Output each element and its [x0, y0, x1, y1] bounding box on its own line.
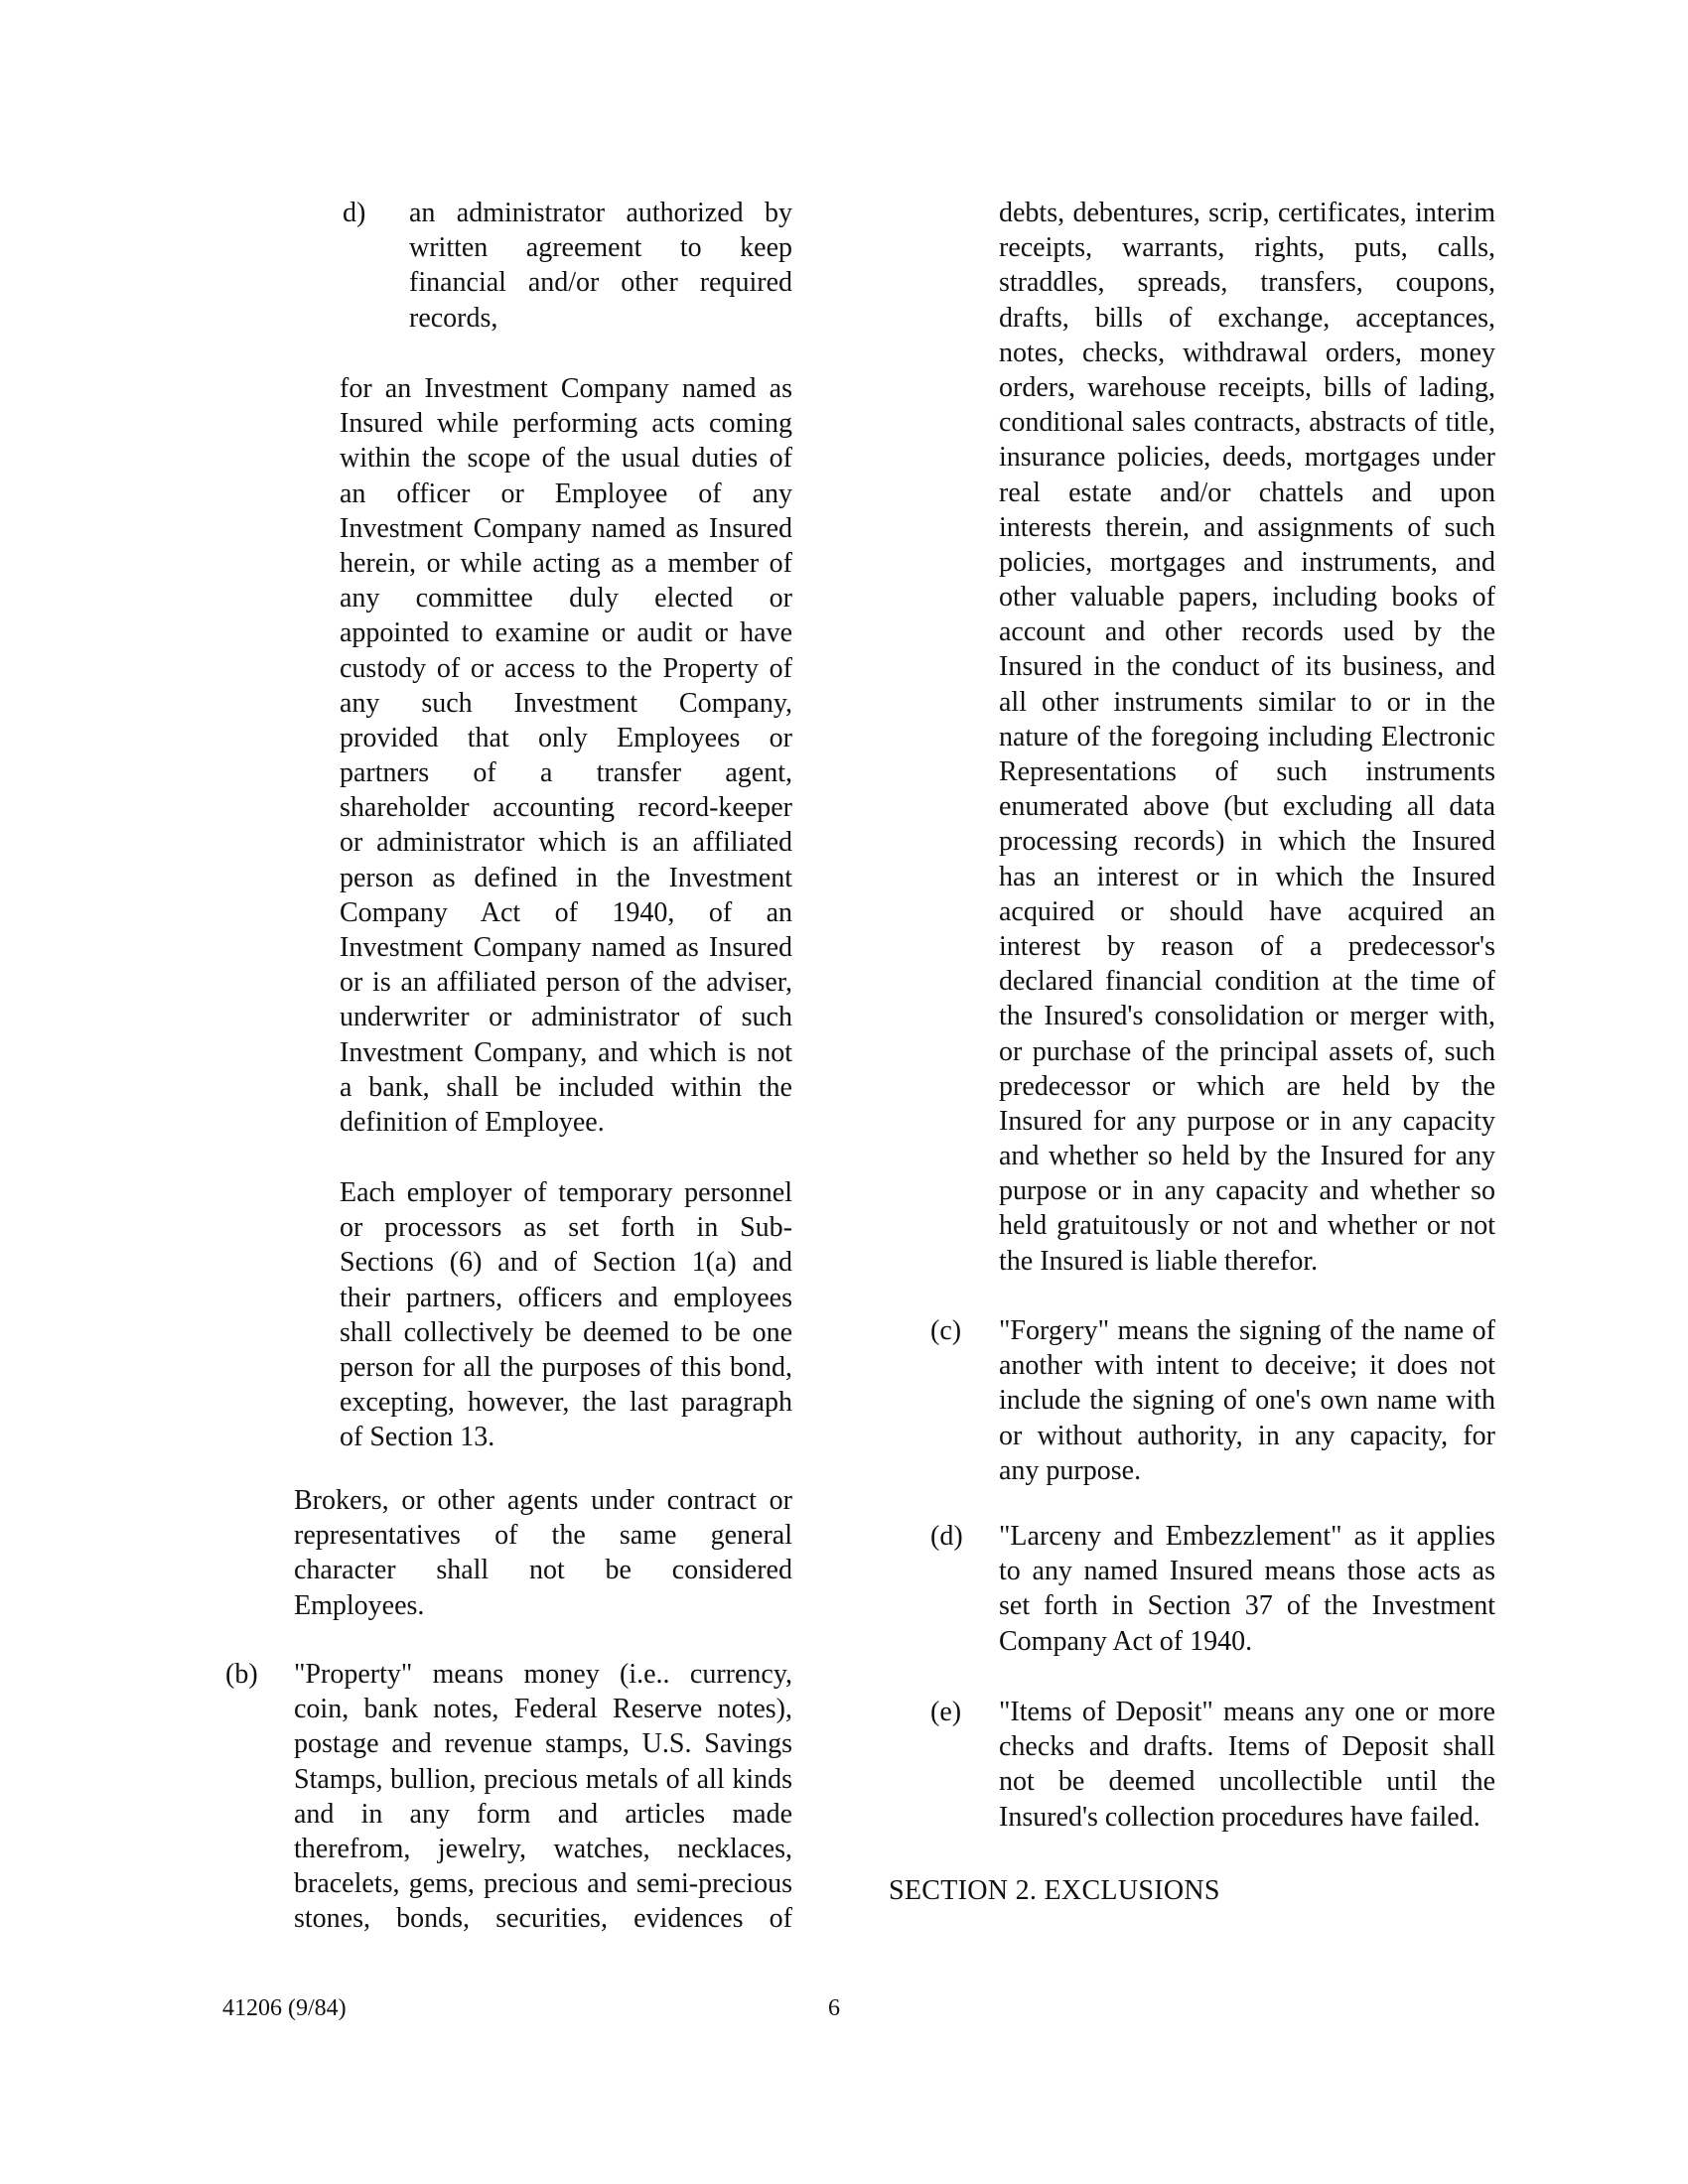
text-line: appointed to examine or audit or have: [340, 617, 792, 649]
text-line: Insured while performing acts coming: [340, 408, 792, 440]
paragraph-brokers: [294, 1483, 792, 1623]
text-line: an administrator authorized by: [409, 198, 792, 228]
text-line: Company Act of 1940, of an: [340, 896, 792, 928]
text-line: financial and/or other required: [409, 267, 792, 299]
text-line: Investment Company, and which is not: [340, 1036, 792, 1068]
text-line: "Items of Deposit" means any one or more: [999, 1697, 1495, 1727]
text-line: coin, bank notes, Federal Reserve notes),: [294, 1694, 792, 1725]
text-line: postage and revenue stamps, U.S. Savings: [294, 1728, 792, 1760]
text-line: debts, debentures, scrip, certificates, interim: [999, 198, 1495, 228]
item-b-property-definition: [294, 1657, 792, 1937]
text-line: Investment Company named as Insured: [340, 512, 792, 544]
item-e-items-of-deposit-definition: [999, 1695, 1495, 1835]
text-line: any purpose.: [999, 1454, 1142, 1486]
paragraph-property-continued: [999, 196, 1495, 1279]
text-line: notes, checks, withdrawal orders, money: [999, 337, 1495, 368]
text-line: or is an affiliated person of the adviser,: [340, 967, 792, 999]
item-d-larceny-definition: [999, 1519, 1495, 1659]
text-line: other valuable papers, including books of: [999, 582, 1495, 614]
text-line: their partners, officers and employees: [340, 1282, 792, 1313]
text-line: receipts, warrants, rights, puts, calls,: [999, 232, 1495, 264]
page-number: 6: [828, 1995, 840, 2021]
item-e-label: (e): [930, 1697, 962, 1727]
text-line: Employees.: [294, 1589, 425, 1621]
text-line: account and other records used by the: [999, 616, 1495, 648]
text-line: insurance policies, deeds, mortgages under: [999, 442, 1495, 474]
text-line: to any named Insured means those acts as: [999, 1556, 1495, 1587]
text-line: drafts, bills of exchange, acceptances,: [999, 302, 1495, 334]
text-line: Sections (6) and of Section 1(a) and: [340, 1247, 792, 1279]
text-line: shall collectively be deemed to be one: [340, 1316, 792, 1348]
text-line: orders, warehouse receipts, bills of lading,: [999, 371, 1495, 403]
text-line: person as defined in the Investment: [340, 862, 792, 893]
text-line: or without authority, in any capacity, for: [999, 1420, 1495, 1451]
text-line: has an interest or in which the Insured: [999, 861, 1495, 892]
paragraph-temporary-personnel: [340, 1175, 792, 1455]
text-line: definition of Employee.: [340, 1106, 605, 1138]
text-line: person for all the purposes of this bond,: [340, 1351, 792, 1383]
text-line: herein, or while acting as a member of: [340, 547, 792, 579]
text-line: Investment Company named as Insured: [340, 932, 792, 963]
text-line: Stamps, bullion, precious metals of all kinds: [294, 1763, 792, 1795]
text-line: partners of a transfer agent,: [340, 757, 792, 789]
text-line: declared financial condition at the time of: [999, 966, 1495, 998]
text-line: the Insured is liable therefor.: [999, 1245, 1319, 1277]
text-line: stones, bonds, securities, evidences of: [294, 1903, 792, 1935]
text-line: Company Act of 1940.: [999, 1625, 1253, 1657]
text-line: Representations of such instruments: [999, 756, 1495, 787]
text-line: interest by reason of a predecessor's: [999, 930, 1495, 962]
item-c-forgery-definition: [999, 1313, 1495, 1488]
text-line: "Forgery" means the signing of the name of: [999, 1315, 1495, 1346]
form-code: 41206 (9/84): [222, 1995, 347, 2021]
text-line: or processors as set forth in Sub-: [340, 1212, 792, 1244]
text-line: provided that only Employees or: [340, 722, 792, 753]
text-line: set forth in Section 37 of the Investment: [999, 1590, 1495, 1622]
text-line: enumerated above (but excluding all data: [999, 791, 1495, 823]
text-line: any such Investment Company,: [340, 687, 792, 719]
text-line: shareholder accounting record-keeper: [340, 792, 792, 824]
text-line: representatives of the same general: [294, 1520, 792, 1552]
text-line: all other instruments similar to or in the: [999, 686, 1495, 718]
text-line: another with intent to deceive; it does not: [999, 1350, 1495, 1382]
text-line: records,: [409, 302, 498, 334]
text-line: checks and drafts. Items of Deposit shall: [999, 1731, 1495, 1763]
item-d-text: [409, 196, 792, 336]
text-line: held gratuitously or not and whether or not: [999, 1210, 1495, 1242]
section-heading: SECTION 2. EXCLUSIONS: [889, 1875, 1220, 1906]
text-line: straddles, spreads, transfers, coupons,: [999, 267, 1495, 299]
text-line: predecessor or which are held by the: [999, 1070, 1495, 1102]
text-line: "Larceny and Embezzlement" as it applies: [999, 1521, 1495, 1552]
text-line: Brokers, or other agents under contract or: [294, 1485, 792, 1516]
text-line: character shall not be considered: [294, 1555, 792, 1586]
text-line: not be deemed uncollectible until the: [999, 1766, 1495, 1798]
text-line: an officer or Employee of any: [340, 478, 792, 509]
text-line: the Insured's consolidation or merger with,: [999, 1001, 1495, 1032]
item-c-label: (c): [930, 1315, 962, 1346]
item-b-label: (b): [225, 1659, 258, 1690]
text-line: and in any form and articles made: [294, 1798, 792, 1830]
text-line: and whether so held by the Insured for any: [999, 1141, 1495, 1172]
text-line: "Property" means money (i.e.. currency,: [294, 1659, 792, 1690]
text-line: conditional sales contracts, abstracts of title,: [999, 407, 1495, 439]
text-line: underwriter or administrator of such: [340, 1002, 792, 1033]
item-d-label: d): [343, 198, 366, 228]
text-line: policies, mortgages and instruments, and: [999, 546, 1495, 578]
text-line: or administrator which is an affiliated: [340, 827, 792, 859]
text-line: interests therein, and assignments of such: [999, 511, 1495, 543]
text-line: therefrom, jewelry, watches, necklaces,: [294, 1833, 792, 1864]
text-line: include the signing of one's own name with: [999, 1385, 1495, 1417]
text-line: real estate and/or chattels and upon: [999, 477, 1495, 508]
text-line: acquired or should have acquired an: [999, 895, 1495, 927]
text-line: written agreement to keep: [409, 232, 792, 264]
text-line: a bank, shall be included within the: [340, 1071, 792, 1103]
text-line: processing records) in which the Insured: [999, 826, 1495, 858]
text-line: Each employer of temporary personnel: [340, 1177, 792, 1208]
text-line: Insured's collection procedures have failed.: [999, 1801, 1480, 1833]
text-line: of Section 13.: [340, 1422, 495, 1453]
text-line: nature of the foregoing including Electronic: [999, 721, 1495, 752]
paragraph-investment-company: [340, 371, 792, 1140]
text-line: Insured in the conduct of its business, and: [999, 651, 1495, 683]
text-line: or purchase of the principal assets of, such: [999, 1035, 1495, 1067]
item-d-right-label: (d): [930, 1521, 963, 1552]
text-line: bracelets, gems, precious and semi-precious: [294, 1868, 792, 1900]
text-line: for an Investment Company named as: [340, 373, 792, 404]
text-line: any committee duly elected or: [340, 583, 792, 614]
text-line: custody of or access to the Property of: [340, 652, 792, 684]
text-line: Insured for any purpose or in any capacity: [999, 1105, 1495, 1137]
text-line: excepting, however, the last paragraph: [340, 1387, 792, 1419]
text-line: within the scope of the usual duties of: [340, 443, 792, 475]
text-line: purpose or in any capacity and whether so: [999, 1175, 1495, 1207]
